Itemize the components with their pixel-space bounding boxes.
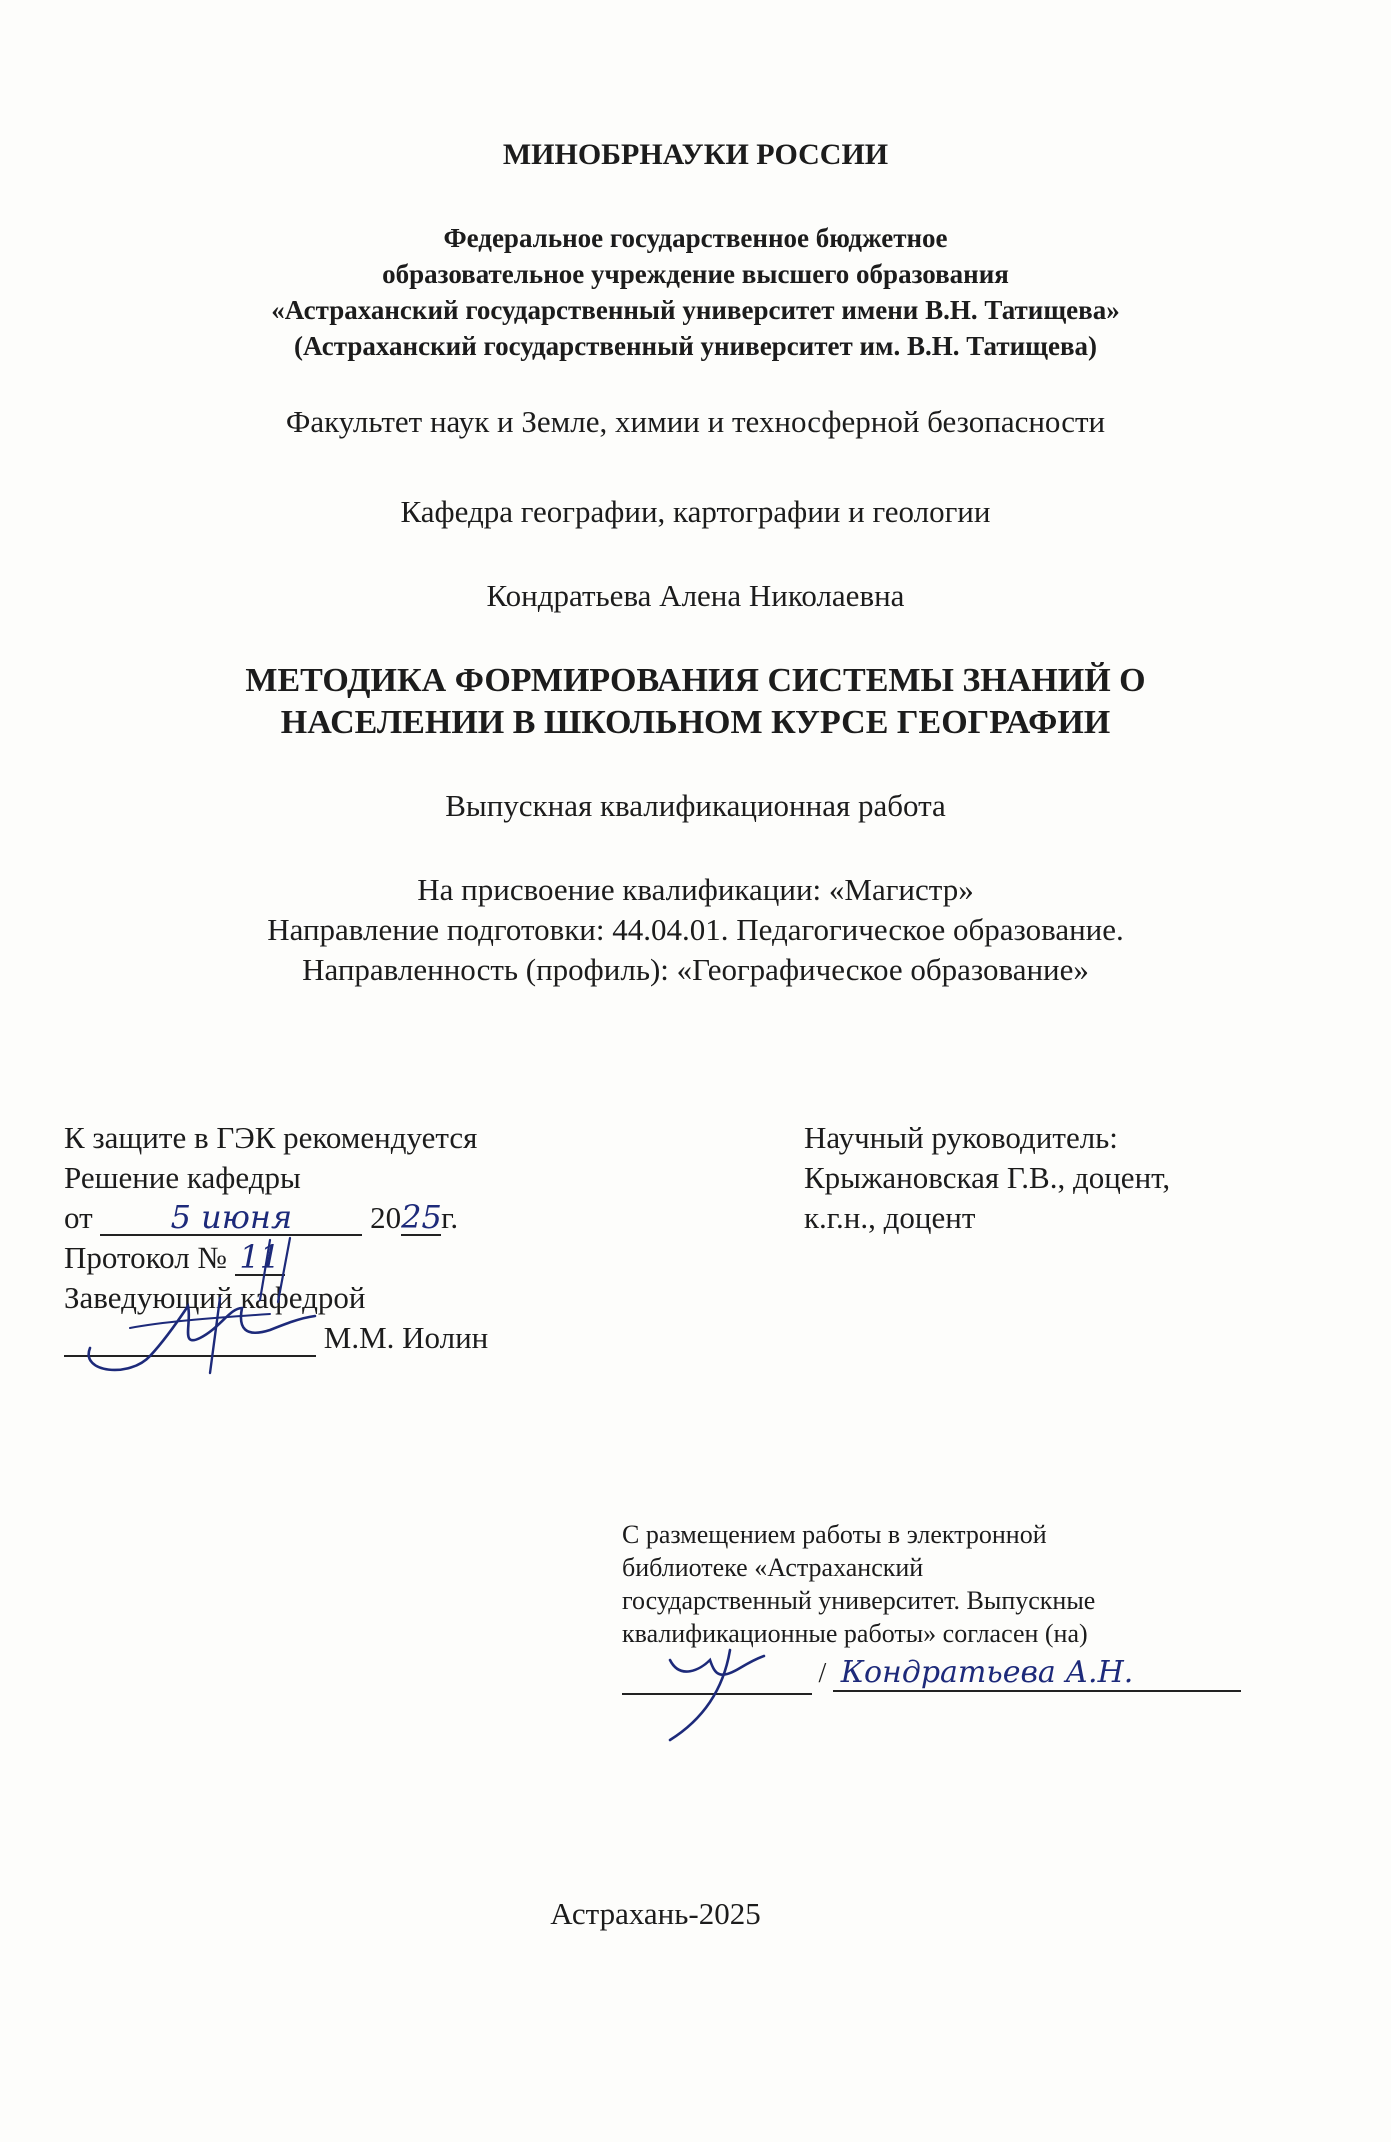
handwritten-year: 25 bbox=[401, 1198, 442, 1236]
head-label: Заведующий кафедрой bbox=[64, 1280, 366, 1315]
supervisor-degree: к.г.н., доцент bbox=[804, 1200, 976, 1235]
qualification-line-2: Направление подготовки: 44.04.01. Педагогическое образование. bbox=[267, 912, 1124, 947]
supervisor-label: Научный руководитель: bbox=[804, 1120, 1118, 1155]
consent-line-1: С размещением работы в электронной bbox=[622, 1520, 1047, 1549]
date-from-label: от bbox=[64, 1200, 93, 1235]
institution-line-4: (Астраханский государственный университет им. В.Н. Татищева) bbox=[293, 331, 1098, 361]
signature-separator: / bbox=[818, 1658, 827, 1689]
handwritten-protocol-number: 11 bbox=[235, 1240, 285, 1276]
institution-line-2: образовательное учреждение высшего образования bbox=[382, 259, 1009, 289]
faculty: Факультет наук и Земле, химии и техносферной безопасности bbox=[285, 404, 1106, 439]
department: Кафедра географии, картографии и геологии bbox=[400, 494, 991, 529]
supervisor-block bbox=[804, 1118, 1170, 1238]
year-prefix: 20 bbox=[370, 1200, 402, 1235]
institution-line-1: Федеральное государственное бюджетное bbox=[443, 223, 948, 253]
thesis-title-line-1: МЕТОДИКА ФОРМИРОВАНИЯ СИСТЕМЫ ЗНАНИЙ О bbox=[245, 662, 1146, 699]
head-name: М.М. Иолин bbox=[323, 1320, 489, 1355]
author-name: Кондратьева Алена Николаевна bbox=[486, 578, 905, 613]
institution-line-3: «Астраханский государственный университет имени В.Н. Татищева» bbox=[271, 295, 1120, 325]
protocol-label: Протокол № bbox=[64, 1240, 227, 1275]
defense-recommend: К защите в ГЭК рекомендуется bbox=[64, 1120, 478, 1155]
handwritten-signature-name: Кондратьева А.Н. bbox=[833, 1656, 1241, 1692]
ministry-heading: МИНОБРНАУКИ РОССИИ bbox=[502, 138, 889, 171]
student-signature-icon bbox=[640, 1640, 770, 1750]
supervisor-name: Крыжановская Г.В., доцент, bbox=[804, 1160, 1171, 1195]
defense-decision: Решение кафедры bbox=[64, 1160, 301, 1195]
handwritten-date: 5 июня bbox=[100, 1200, 362, 1236]
city-year-footer: Астрахань-2025 bbox=[550, 1896, 761, 1931]
work-type: Выпускная квалификационная работа bbox=[445, 788, 946, 823]
consent-line-3: государственный университет. Выпускные bbox=[622, 1586, 1096, 1615]
consent-line-2: библиотеке «Астраханский bbox=[622, 1553, 924, 1582]
qualification-line-1: На присвоение квалификации: «Магистр» bbox=[417, 872, 974, 907]
thesis-title-line-2: НАСЕЛЕНИИ В ШКОЛЬНОМ КУРСЕ ГЕОГРАФИИ bbox=[280, 704, 1111, 741]
qualification-line-3: Направленность (профиль): «Географическое образование» bbox=[302, 952, 1089, 987]
consent-line-4: квалификационные работы» согласен (на) bbox=[622, 1619, 1088, 1648]
year-suffix: г. bbox=[441, 1200, 459, 1235]
protocol-ink-stroke-icon bbox=[250, 1230, 320, 1310]
